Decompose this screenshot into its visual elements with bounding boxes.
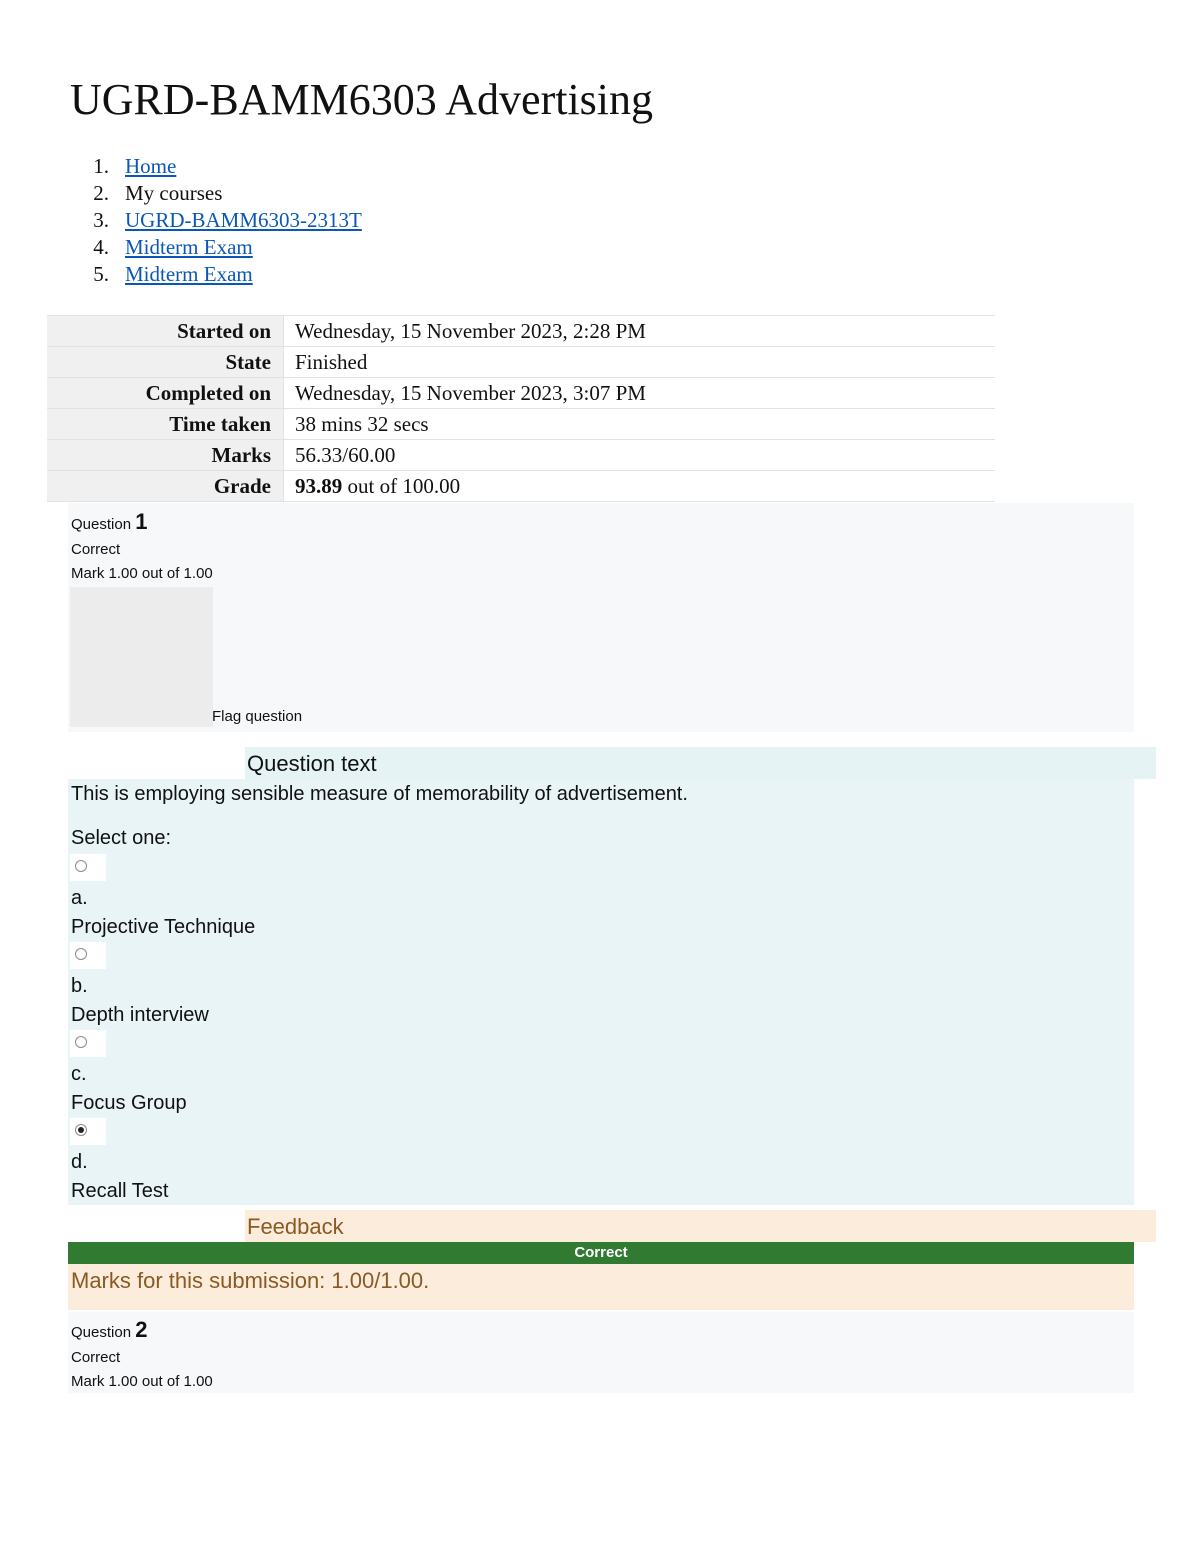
- breadcrumb-number: 3.: [93, 208, 109, 232]
- breadcrumb-number: 4.: [93, 235, 109, 259]
- question-status: Correct: [71, 541, 121, 558]
- option-b-text[interactable]: Depth interview: [71, 1004, 209, 1026]
- page-title: UGRD-BAMM6303 Advertising: [70, 75, 654, 124]
- marks-for-submission: Marks for this submission: 1.00/1.00.: [68, 1264, 1134, 1310]
- question-mark: Mark 1.00 out of 1.00: [71, 1373, 213, 1390]
- grade-suffix: out of 100.00: [342, 473, 461, 498]
- correct-banner: Correct: [68, 1242, 1134, 1264]
- breadcrumb-item-my-courses: [70, 180, 362, 207]
- question-text-header: Question text: [245, 747, 1156, 779]
- question-number: [71, 503, 1134, 538]
- summary-row-started: [47, 316, 995, 347]
- breadcrumb-text-my-courses: My courses: [125, 181, 223, 205]
- option-a-text[interactable]: Projective Technique: [71, 916, 256, 938]
- attempt-summary-table: [47, 315, 995, 502]
- breadcrumb-item-course[interactable]: [70, 207, 362, 234]
- option-a-radio-container[interactable]: [70, 854, 106, 881]
- question-mark: Mark 1.00 out of 1.00: [71, 565, 213, 582]
- summary-label: Completed on: [47, 378, 284, 409]
- summary-row-marks: [47, 440, 995, 471]
- option-a-letter: a.: [71, 887, 88, 909]
- breadcrumb-item-home[interactable]: [70, 153, 362, 180]
- radio-a[interactable]: [75, 860, 87, 872]
- feedback-header: Feedback: [245, 1210, 1156, 1242]
- option-b-radio-container[interactable]: [70, 942, 106, 969]
- summary-value: 38 mins 32 secs: [284, 409, 996, 440]
- question-text: This is employing sensible measure of memorability of advertisement.: [71, 783, 688, 805]
- option-c-radio-container[interactable]: [70, 1030, 106, 1057]
- option-c-text[interactable]: Focus Group: [71, 1092, 187, 1114]
- breadcrumb-number: 1.: [93, 154, 109, 178]
- summary-label: Grade: [47, 471, 284, 502]
- summary-label: State: [47, 347, 284, 378]
- question-number-value: 2: [135, 1317, 148, 1342]
- flag-icon[interactable]: [70, 587, 213, 727]
- breadcrumb-number: 2.: [93, 181, 109, 205]
- question-number-value: 1: [135, 509, 148, 534]
- question-label: Question: [71, 516, 136, 533]
- summary-label: Marks: [47, 440, 284, 471]
- option-b-letter: b.: [71, 975, 88, 997]
- breadcrumb-link-midterm-attempt[interactable]: Midterm Exam: [125, 262, 253, 286]
- summary-row-time: [47, 409, 995, 440]
- breadcrumb-link-midterm[interactable]: Midterm Exam: [125, 235, 253, 259]
- breadcrumb: [70, 153, 362, 288]
- breadcrumb-link-home[interactable]: Home: [125, 154, 177, 178]
- question-1-content: [68, 779, 1134, 1205]
- summary-value: Finished: [284, 347, 996, 378]
- question-label: Question: [71, 1324, 136, 1341]
- option-d-radio-container[interactable]: [70, 1118, 106, 1145]
- summary-value: 56.33/60.00: [284, 440, 996, 471]
- question-2-info: [68, 1312, 1134, 1393]
- summary-row-completed: [47, 378, 995, 409]
- summary-value: Wednesday, 15 November 2023, 3:07 PM: [284, 378, 996, 409]
- summary-row-state: [47, 347, 995, 378]
- breadcrumb-number: 5.: [93, 262, 109, 286]
- radio-d-checked[interactable]: [75, 1124, 87, 1136]
- radio-c[interactable]: [75, 1036, 87, 1048]
- option-d-letter: d.: [71, 1151, 88, 1173]
- summary-value: Wednesday, 15 November 2023, 2:28 PM: [284, 316, 996, 347]
- breadcrumb-item-midterm[interactable]: [70, 234, 362, 261]
- option-d-text[interactable]: Recall Test: [71, 1180, 169, 1202]
- grade-value: 93.89: [295, 473, 343, 498]
- summary-label: Time taken: [47, 409, 284, 440]
- breadcrumb-link-course[interactable]: UGRD-BAMM6303-2313T: [125, 208, 362, 232]
- option-c-letter: c.: [71, 1063, 87, 1085]
- question-1-info: [68, 503, 1134, 732]
- summary-value: [284, 471, 996, 502]
- select-one-prompt: Select one:: [71, 827, 172, 849]
- summary-label: Started on: [47, 316, 284, 347]
- question-status: Correct: [71, 1349, 121, 1366]
- radio-b[interactable]: [75, 948, 87, 960]
- breadcrumb-item-midterm-attempt[interactable]: [70, 261, 362, 288]
- summary-row-grade: [47, 471, 995, 502]
- flag-question-label[interactable]: Flag question: [212, 708, 303, 725]
- question-number: [71, 1312, 1134, 1346]
